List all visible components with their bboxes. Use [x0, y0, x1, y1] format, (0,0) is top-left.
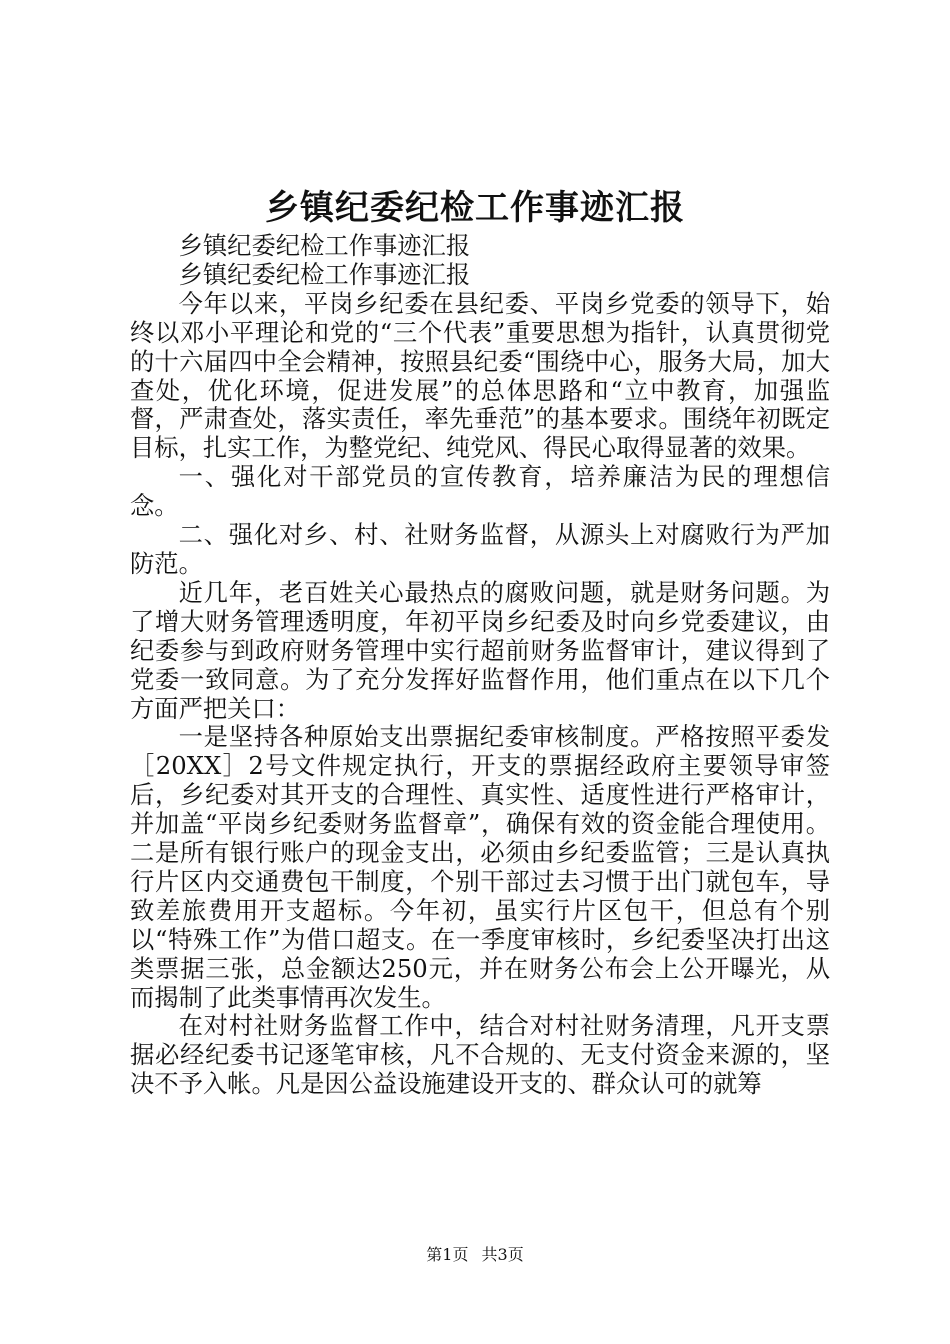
document-body: [130, 232, 830, 1099]
body-paragraph: 乡镇纪委纪检工作事迹汇报: [178, 259, 471, 289]
body-paragraph: 二、强化对乡、村、社财务监督，从源头上对腐败行为严加防范。: [130, 520, 830, 578]
body-paragraph: 近几年，老百姓关心最热点的腐败问题，就是财务问题。为了增大财务管理透明度，年初平岗乡纪委及时向乡党委建议，由纪委参与到政府财务管理中实行超前财务监督审计，建议得到了党委一致同意。为了充分发挥好监督作用，他们重点在以下几个方面严把关口：: [130, 577, 830, 723]
page-total: 共3页: [481, 1245, 524, 1264]
body-paragraph: 一、强化对干部党员的宣传教育，培养廉洁为民的理想信念。: [130, 462, 830, 521]
body-paragraph: 今年以来，平岗乡纪委在县纪委、平岗乡党委的领导下，始终以邓小平理论和党的“三个代表”重要思想为指针，认真贯彻党的十六届四中全会精神，按照县纪委“围绕中心，服务大局，加大查处，优化环境，促进发展”的总体思路和“立中教育，加强监督，严肃查处，落实责任，率先垂范”的基本要求。围绕年初既定目标，扎实工作，为整党纪、纯党风、得民心取得显著的效果。: [130, 288, 830, 463]
body-paragraph: 乡镇纪委纪检工作事迹汇报: [178, 231, 471, 260]
document-title: 乡镇纪委纪检工作事迹汇报: [265, 188, 685, 228]
page-number: 第1页: [426, 1245, 469, 1264]
body-paragraph: 一是坚持各种原始支出票据纪委审核制度。严格按照平委发［20XX］2号文件规定执行，开支的票据经政府主要领导审签后，乡纪委对其开支的合理性、真实性、适度性进行严格审计，并加盖“平岗乡纪委财务监督章”，确保有效的资金能合理使用。二是所有银行账户的现金支出，必须由乡纪委监管；三是认真执行片区内交通费包干制度，个别干部过去习惯于出门就包车，导致差旅费用开支超标。今年初，虽实行片区包干，但总有个别以“特殊工作”为借口超支。在一季度审核时，乡纪委坚决打出这类票据三张，总金额达250元，并在财务公布会上公开曝光，从而揭制了此类事情再次发生。: [130, 722, 830, 1012]
body-paragraph: 在对村社财务监督工作中，结合对村社财务清理，凡开支票据必经纪委书记逐笔审核，凡不合规的、无支付资金来源的，坚决不予入帐。凡是因公益设施建设开支的、群众认可的就筹: [130, 1011, 830, 1099]
page-footer: [0, 1244, 950, 1266]
